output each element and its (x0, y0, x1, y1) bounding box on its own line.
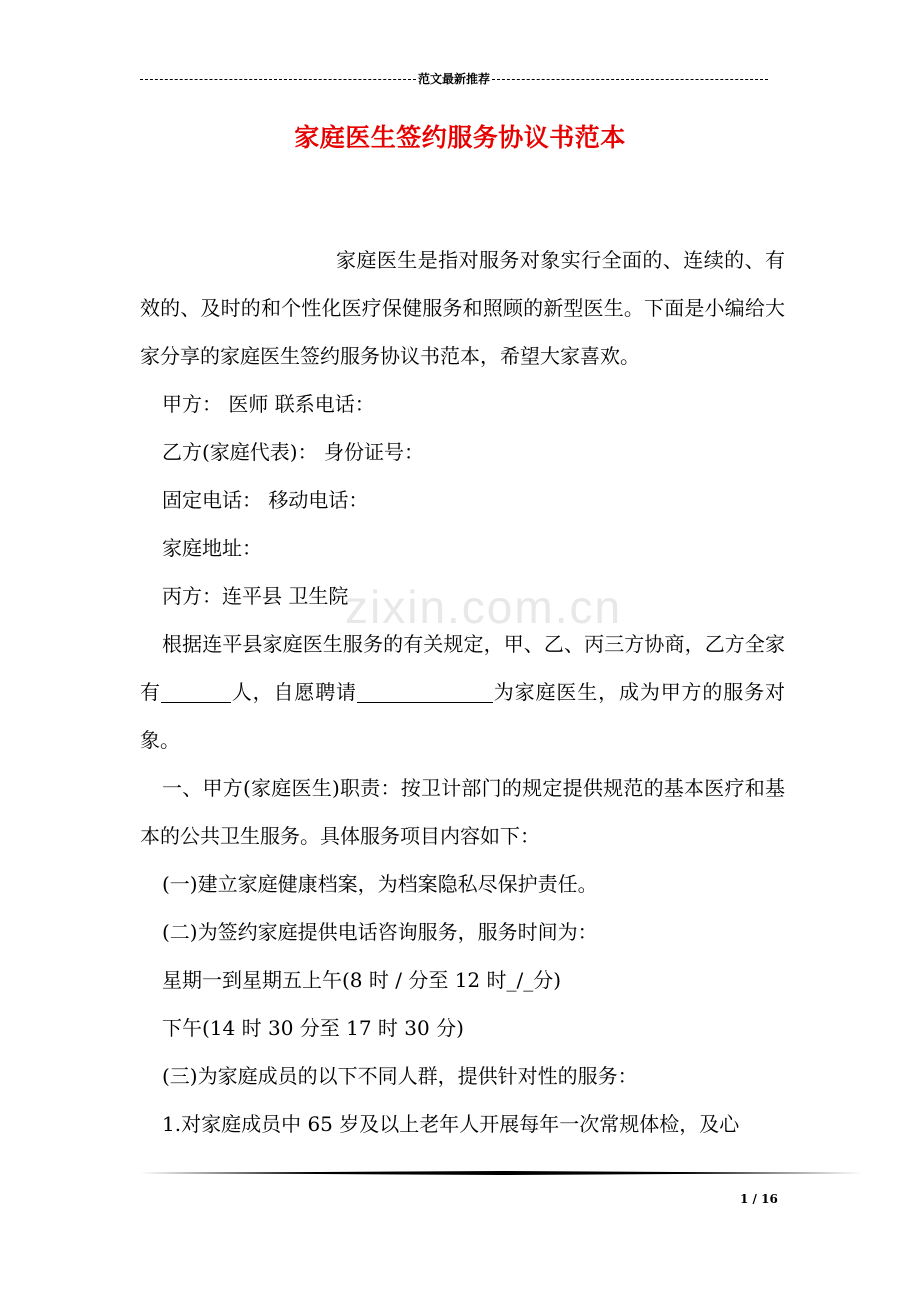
header-dash-right (492, 79, 768, 80)
item-3-1: 1.对家庭成员中 65 岁及以上老年人开展每年一次常规体检，及心 (162, 1112, 740, 1136)
agreement-text-2: 人，自愿聘请 (230, 680, 357, 704)
document-title: 家庭医生签约服务协议书范本 (294, 123, 626, 152)
header-label: 范文最新推荐 (418, 71, 491, 86)
agreement-text-1: 根据连平县家庭医生服务的有关规定，甲、乙、丙三方协商，乙方全家有 (140, 632, 785, 704)
intro-paragraph: 家庭医生是指对服务对象实行全面的、连续的、有效的、及时的和个性化医疗保健服务和照顾的新型医生。下面是小编给大家分享的家庭医生签约服务协议书范本，希望大家喜欢。 (140, 248, 785, 368)
section-1-heading: 一、甲方(家庭医生)职责：按卫计部门的规定提供规范的基本医疗和基本的公共卫生服务。具体服务项目内容如下： (140, 776, 785, 848)
party-b-line: 乙方(家庭代表)： 身份证号： (162, 440, 424, 464)
page-header (140, 68, 768, 88)
family-count-blank (161, 680, 231, 703)
header-dash-left (140, 79, 416, 80)
schedule-morning: 星期一到星期五上午(8 时 / 分至 12 时_/_分) (162, 968, 562, 992)
item-3: (三)为家庭成员的以下不同人群，提供针对性的服务： (162, 1064, 638, 1088)
address-line: 家庭地址： (162, 536, 262, 560)
footer-rule (140, 1171, 862, 1175)
page-number: 1 / 16 (740, 1192, 778, 1206)
doctor-name-blank (357, 680, 493, 703)
footer-rule-graphic (140, 1171, 862, 1175)
item-2: (二)为签约家庭提供电话咨询服务，服务时间为： (162, 920, 598, 944)
party-c-line: 丙方：连平县 卫生院 (162, 584, 349, 608)
document-body (140, 236, 785, 1148)
agreement-paragraph (140, 620, 785, 764)
phones-line: 固定电话： 移动电话： (162, 488, 369, 512)
schedule-afternoon: 下午(14 时 30 分至 17 时 30 分) (162, 1016, 464, 1040)
agreement-text-3: 为家庭医生，成为甲方的服务对象。 (140, 680, 786, 752)
party-a-line: 甲方： 医师 联系电话： (162, 392, 375, 416)
watermark: zixin.com.cn (345, 581, 623, 633)
item-1: (一)建立家庭健康档案，为档案隐私尽保护责任。 (162, 872, 598, 896)
